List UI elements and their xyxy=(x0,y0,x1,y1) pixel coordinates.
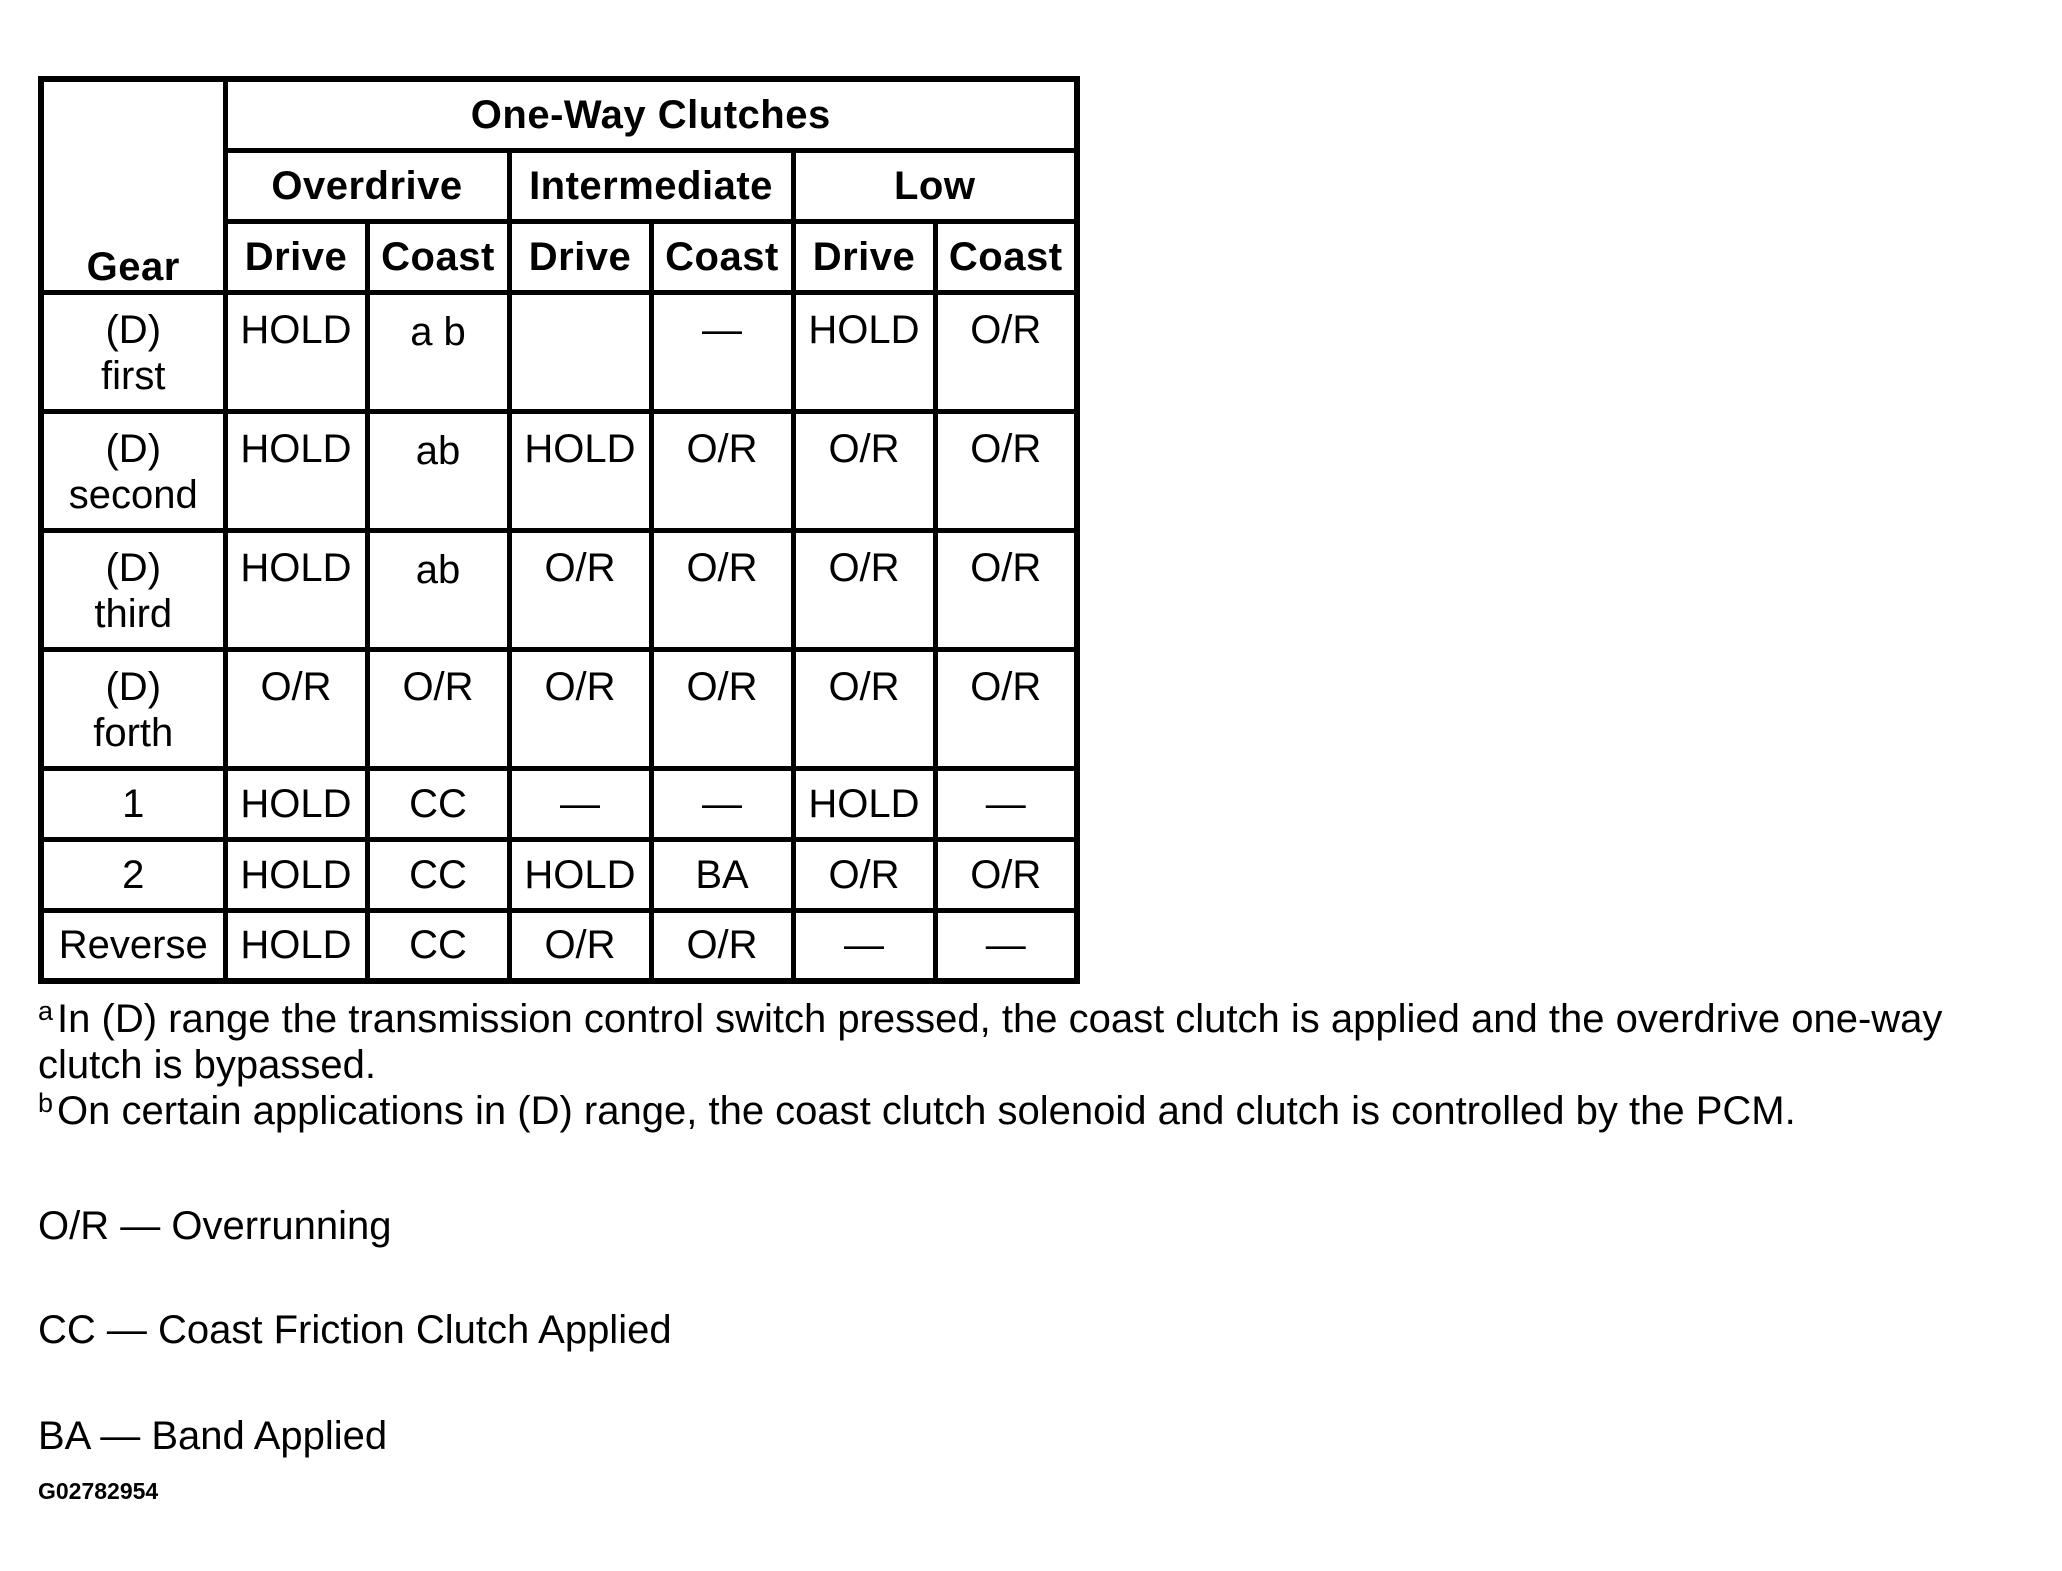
gear-cell xyxy=(41,649,225,768)
table-cell: O/R xyxy=(793,530,935,649)
footnote-marker: a xyxy=(38,996,54,1026)
clutch-application-table xyxy=(38,76,1080,984)
gear-label: third xyxy=(94,591,173,636)
gear-cell: Reverse xyxy=(41,910,225,981)
table-cell: BA xyxy=(651,839,793,910)
table-cell: HOLD xyxy=(793,292,935,411)
overdrive-header: Overdrive xyxy=(225,150,509,221)
legend-overrunning: O/R — Overrunning xyxy=(38,1204,392,1248)
gear-label: second xyxy=(68,472,198,517)
gear-label: forth xyxy=(93,710,174,755)
legend-band-applied: BA — Band Applied xyxy=(38,1414,388,1458)
table-cell: O/R xyxy=(793,649,935,768)
footnote-marker: b xyxy=(38,1088,54,1118)
table-cell: CC xyxy=(367,768,509,839)
gear-column-header: Gear xyxy=(41,79,225,292)
table-cell: O/R xyxy=(793,839,935,910)
table-cell: O/R xyxy=(367,649,509,768)
gear-cell: 2 xyxy=(41,839,225,910)
table-cell: — xyxy=(935,768,1077,839)
gear-cell xyxy=(41,411,225,530)
subcolumn-header: Drive xyxy=(225,221,367,292)
footnote-b xyxy=(38,1088,2048,1134)
table-cell xyxy=(509,292,651,411)
table-cell: O/R xyxy=(935,411,1077,530)
figure-id: G02782954 xyxy=(38,1478,159,1504)
gear-label: first xyxy=(101,353,166,398)
table-cell: O/R xyxy=(651,530,793,649)
table-cell: — xyxy=(509,768,651,839)
table-cell: HOLD xyxy=(225,910,367,981)
gear-range: (D) xyxy=(105,664,162,709)
table-cell: HOLD xyxy=(225,411,367,530)
table-cell: HOLD xyxy=(225,768,367,839)
table-cell: O/R xyxy=(935,530,1077,649)
table-cell: O/R xyxy=(651,910,793,981)
gear-range: (D) xyxy=(105,426,162,471)
table-cell: — xyxy=(651,768,793,839)
gear-cell: 1 xyxy=(41,768,225,839)
footnote-a xyxy=(38,996,2048,1088)
table-cell: O/R xyxy=(225,649,367,768)
gear-cell xyxy=(41,530,225,649)
legend-coast-clutch: CC — Coast Friction Clutch Applied xyxy=(38,1308,672,1352)
table-cell: HOLD xyxy=(509,411,651,530)
table-cell: — xyxy=(793,910,935,981)
table-cell: O/R xyxy=(651,411,793,530)
subcolumn-header: Coast xyxy=(935,221,1077,292)
intermediate-header: Intermediate xyxy=(509,150,793,221)
table-cell: O/R xyxy=(793,411,935,530)
table-cell: O/R xyxy=(651,649,793,768)
table-row xyxy=(41,292,1077,411)
table-cell: CC xyxy=(367,910,509,981)
table-row xyxy=(41,768,1077,839)
table-cell: O/R xyxy=(509,910,651,981)
table-cell: O/R xyxy=(509,530,651,649)
gear-cell xyxy=(41,292,225,411)
footnote-text: In (D) range the transmission control switch pressed, the coast clutch is applied and the overdrive one-way clutch is bypassed. xyxy=(38,997,1943,1087)
table-cell: CC xyxy=(367,839,509,910)
table-cell: — xyxy=(935,910,1077,981)
footnotes xyxy=(38,996,2048,1134)
table-row xyxy=(41,411,1077,530)
subcolumn-header: Coast xyxy=(367,221,509,292)
table-cell: O/R xyxy=(935,839,1077,910)
table-cell: HOLD xyxy=(225,839,367,910)
table-row xyxy=(41,839,1077,910)
gear-range: (D) xyxy=(105,307,162,352)
table-cell: O/R xyxy=(935,649,1077,768)
footnote-ref-cell: a b xyxy=(367,292,509,411)
table-row xyxy=(41,530,1077,649)
footnote-ref-cell: ab xyxy=(367,530,509,649)
footnote-text: On certain applications in (D) range, the coast clutch solenoid and clutch is controlled by the PCM. xyxy=(57,1089,1796,1133)
table-row xyxy=(41,910,1077,981)
subcolumn-header: Drive xyxy=(793,221,935,292)
table-cell: HOLD xyxy=(225,530,367,649)
footnote-ref-cell: ab xyxy=(367,411,509,530)
table-cell: HOLD xyxy=(509,839,651,910)
table-row xyxy=(41,649,1077,768)
table-cell: — xyxy=(651,292,793,411)
gear-range: (D) xyxy=(105,545,162,590)
table-cell: O/R xyxy=(935,292,1077,411)
one-way-clutches-header: One-Way Clutches xyxy=(225,79,1077,150)
subcolumn-header: Drive xyxy=(509,221,651,292)
table-cell: O/R xyxy=(509,649,651,768)
table-cell: HOLD xyxy=(793,768,935,839)
subcolumn-header: Coast xyxy=(651,221,793,292)
low-header: Low xyxy=(793,150,1077,221)
table-cell: HOLD xyxy=(225,292,367,411)
